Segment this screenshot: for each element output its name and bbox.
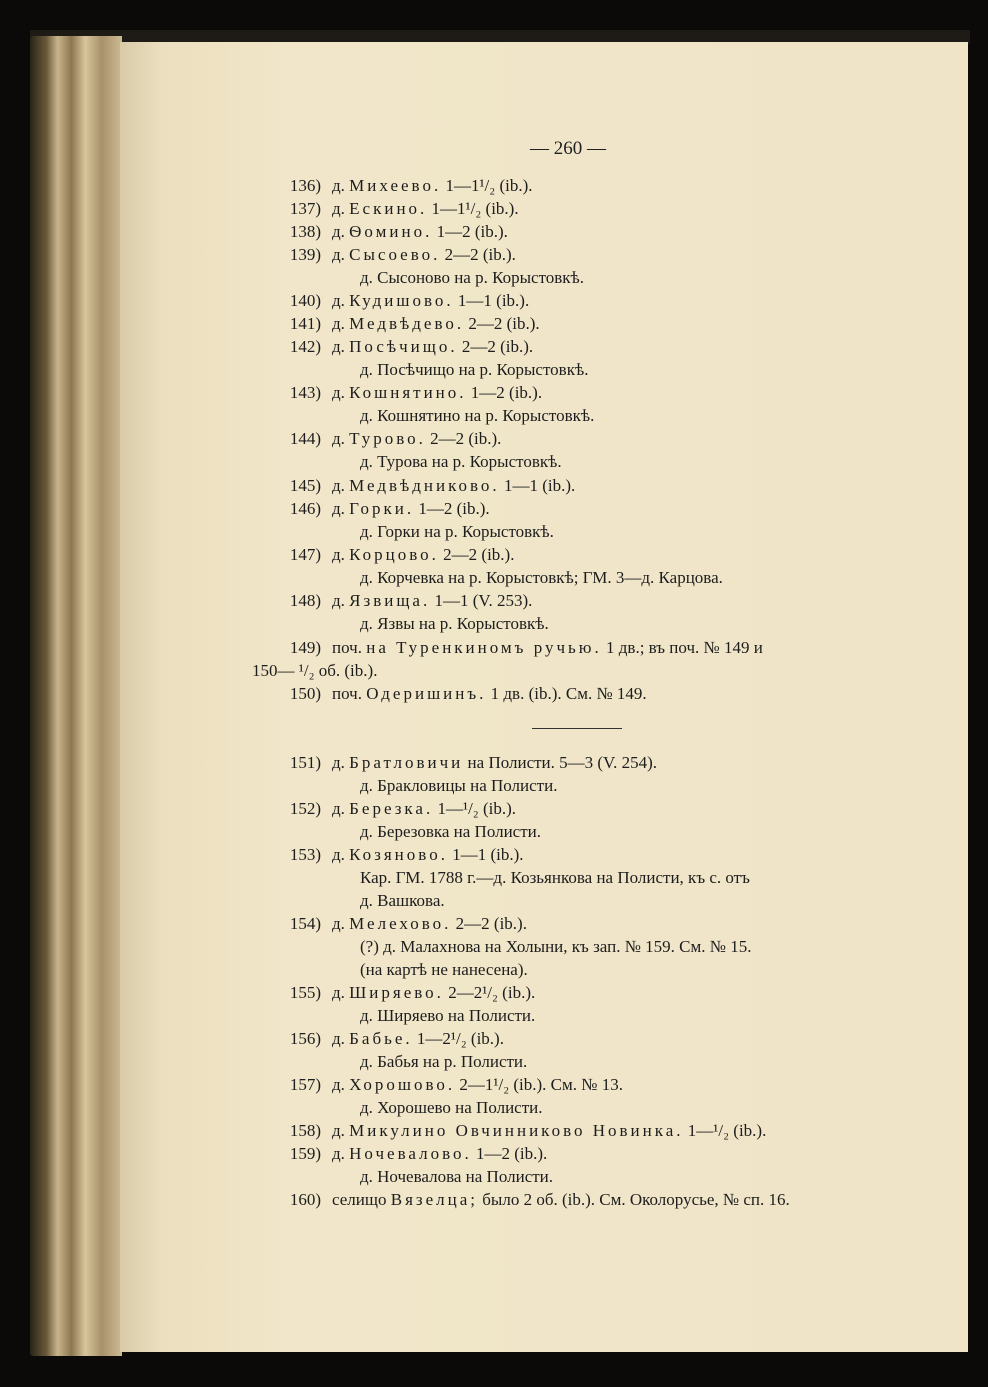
place-name: Медвѣдево.	[349, 314, 465, 333]
entry-text	[332, 981, 535, 1004]
entry-line	[0, 636, 988, 659]
entry-line	[0, 589, 988, 612]
entry-prefix: д.	[332, 1144, 350, 1163]
entry-note: д. Язвы на р. Корыстовкѣ.	[360, 614, 549, 633]
place-name: Мелехово.	[349, 914, 452, 933]
entry-text	[332, 220, 508, 243]
entry-number: 150)	[289, 684, 321, 703]
entry-line	[0, 1027, 988, 1050]
entry-details: 2—2¹/₂ (ib.).	[443, 983, 536, 1002]
entry-text	[332, 174, 533, 197]
entry-note: д. Бабья на р. Полисти.	[360, 1052, 528, 1071]
entry-line	[0, 612, 988, 635]
entry-line	[0, 1119, 988, 1142]
entry-details: 1—1 (ib.).	[499, 476, 576, 495]
entry-line	[0, 751, 988, 774]
entry-prefix: д.	[332, 429, 350, 448]
entry-line	[0, 266, 988, 289]
entry-prefix: д.	[332, 983, 350, 1002]
entry-prefix: д.	[332, 499, 350, 518]
place-name: Кошнятино.	[349, 383, 467, 402]
entry-line	[0, 866, 988, 889]
entry-line	[0, 335, 988, 358]
entry-line	[0, 659, 988, 682]
entry-line	[0, 843, 988, 866]
entry-line	[0, 820, 988, 843]
entry-text	[332, 381, 542, 404]
entry-note: д. Горки на р. Корыстовкѣ.	[360, 522, 554, 541]
entry-line	[0, 566, 988, 589]
place-name: Кудишово.	[349, 291, 454, 310]
entry-note: д. Сысоново на р. Корыстовкѣ.	[360, 268, 585, 287]
place-name: на Туренкиномъ ручью.	[366, 638, 602, 657]
entry-text	[332, 751, 657, 774]
entry-line	[0, 474, 988, 497]
entry-line	[0, 797, 988, 820]
entry-line	[0, 912, 988, 935]
entry-prefix: д.	[332, 845, 350, 864]
place-name: Ширяево.	[349, 983, 444, 1002]
entry-number: 157)	[289, 1075, 321, 1094]
entry-number: 142)	[289, 337, 321, 356]
entry-details: на Полисти. 5—3 (V. 254).	[463, 753, 658, 772]
entry-note: д. Ширяево на Полисти.	[360, 1006, 536, 1025]
entry-details: 1 дв.; въ поч. № 149 и	[601, 638, 763, 657]
place-name: Хорошово.	[349, 1075, 456, 1094]
entry-number: 136)	[289, 176, 321, 195]
entry-line	[0, 358, 988, 381]
entry-text	[332, 197, 519, 220]
entry-continuation: 150— ¹/₂ об. (ib.).	[252, 661, 378, 680]
entry-number: 159)	[289, 1144, 321, 1163]
place-name: Сысоево.	[349, 245, 441, 264]
entry-number: 151)	[289, 753, 321, 772]
entry-text	[332, 589, 532, 612]
entry-prefix: д.	[332, 337, 350, 356]
entry-note: (?) д. Малахнова на Холыни, къ зап. № 159. См. № 15.	[360, 937, 752, 956]
entry-number: 141)	[289, 314, 321, 333]
entry-prefix: д.	[332, 1075, 350, 1094]
entry-text	[332, 682, 647, 705]
entry-note: д. Корчевка на р. Корыстовкѣ; ГМ. 3—д. Карцова.	[360, 568, 723, 587]
place-name: Турово.	[349, 429, 426, 448]
entry-line	[0, 427, 988, 450]
entry-text	[332, 1119, 766, 1142]
entry-details: 1—1¹/₂ (ib.).	[427, 199, 519, 218]
entry-note: д. Бракловицы на Полисти.	[360, 776, 558, 795]
entry-number: 156)	[289, 1029, 321, 1048]
entry-details: 1—2 (ib.).	[471, 1144, 548, 1163]
entry-line	[0, 450, 988, 473]
entry-details: 2—1¹/₂ (ib.). См. № 13.	[455, 1075, 623, 1094]
entry-details: 1—1¹/₂ (ib.).	[441, 176, 533, 195]
entry-line	[0, 497, 988, 520]
entry-line	[0, 520, 988, 543]
place-name: Одеришинъ.	[366, 684, 487, 703]
entry-line	[0, 197, 988, 220]
entry-text	[332, 312, 540, 335]
entry-number: 138)	[289, 222, 321, 241]
place-name: Ночевалово.	[349, 1144, 472, 1163]
entry-number: 147)	[289, 545, 321, 564]
place-name: Ескино.	[349, 199, 428, 218]
entry-number: 144)	[289, 429, 321, 448]
entry-number: 154)	[289, 914, 321, 933]
entry-details: 1—2¹/₂ (ib.).	[412, 1029, 504, 1048]
place-name: Посѣчищо.	[349, 337, 458, 356]
entry-details: 1—¹/₂ (ib.).	[683, 1121, 767, 1140]
place-name: Корцово.	[349, 545, 439, 564]
entry-line	[0, 243, 988, 266]
entry-details: 2—2 (ib.).	[425, 429, 502, 448]
entry-details: 1 дв. (ib.). См. № 149.	[486, 684, 647, 703]
entry-details: 1—¹/₂ (ib.).	[433, 799, 517, 818]
entry-prefix: д.	[332, 545, 350, 564]
entry-prefix: д.	[332, 222, 350, 241]
place-name: Бабье.	[349, 1029, 413, 1048]
entry-prefix: д.	[332, 753, 350, 772]
entry-text	[332, 797, 516, 820]
entry-line	[0, 289, 988, 312]
entry-line	[0, 1050, 988, 1073]
entry-prefix: д.	[332, 383, 350, 402]
entry-number: 153)	[289, 845, 321, 864]
entry-line	[0, 958, 988, 981]
entry-line	[0, 1096, 988, 1119]
entry-number: 139)	[289, 245, 321, 264]
entry-details: 2—2 (ib.).	[451, 914, 527, 933]
entry-number: 146)	[289, 499, 321, 518]
entry-prefix: д.	[332, 1121, 350, 1140]
entry-line	[0, 1188, 988, 1211]
entry-note: д. Березовка на Полисти.	[360, 822, 541, 841]
entry-line	[0, 774, 988, 797]
entry-text	[332, 1142, 547, 1165]
entry-text	[332, 912, 527, 935]
entry-line	[0, 935, 988, 958]
entry-note: д. Турова на р. Корыстовкѣ.	[360, 452, 562, 471]
entry-number: 158)	[289, 1121, 321, 1140]
entry-text	[332, 1073, 623, 1096]
entry-line	[0, 981, 988, 1004]
entry-prefix: поч.	[332, 684, 367, 703]
entry-prefix: д.	[332, 914, 350, 933]
entry-details: 2—2 (ib.).	[457, 337, 534, 356]
entry-line	[0, 220, 988, 243]
place-name: Микулино Овчинниково Новинка.	[349, 1121, 684, 1140]
entry-details: 2—2 (ib.).	[440, 245, 516, 264]
entry-note: д. Вашкова.	[360, 891, 445, 910]
entry-prefix: поч.	[332, 638, 367, 657]
section-divider	[532, 728, 622, 729]
entry-note: д. Посѣчищо на р. Корыстовкѣ.	[360, 360, 589, 379]
place-name: Михеево.	[349, 176, 442, 195]
entry-details: 1—2 (ib.).	[432, 222, 508, 241]
entry-details: 1—1 (ib.).	[453, 291, 530, 310]
entry-text	[332, 335, 533, 358]
entry-prefix: д.	[332, 245, 350, 264]
place-name: Козяново.	[349, 845, 448, 864]
entry-note: Кар. ГМ. 1788 г.—д. Козьянкова на Полисти, къ с. отъ	[360, 868, 750, 887]
entry-line	[0, 1004, 988, 1027]
place-name: Медвѣдниково.	[349, 476, 500, 495]
place-name: Березка.	[349, 799, 434, 818]
place-name: Ѳомино.	[349, 222, 433, 241]
entry-number: 148)	[289, 591, 321, 610]
entry-number: 145)	[289, 476, 321, 495]
entry-text	[332, 474, 575, 497]
entry-number: 149)	[289, 638, 321, 657]
entry-prefix: д.	[332, 799, 350, 818]
entry-line	[0, 1142, 988, 1165]
entry-note: д. Хорошево на Полисти.	[360, 1098, 543, 1117]
entry-details: было 2 об. (ib.). См. Околорусье, № сп. 16.	[478, 1190, 790, 1209]
place-name: Язвища.	[349, 591, 431, 610]
entry-text	[332, 1188, 790, 1211]
entry-note: д. Кошнятино на р. Корыстовкѣ.	[360, 406, 595, 425]
entry-number: 160)	[289, 1190, 321, 1209]
entry-note: д. Ночевалова на Полисти.	[360, 1167, 554, 1186]
entry-text	[332, 1027, 504, 1050]
entry-line	[0, 381, 988, 404]
entry-text	[332, 243, 516, 266]
place-name: Братловичи	[349, 753, 464, 772]
entry-line	[0, 1165, 988, 1188]
entry-prefix: д.	[332, 291, 350, 310]
entry-number: 140)	[289, 291, 321, 310]
entry-text	[332, 497, 490, 520]
entry-text	[332, 843, 524, 866]
entry-prefix: селищо	[332, 1190, 391, 1209]
entry-details: 1—1 (ib.).	[447, 845, 524, 864]
place-name: Вязелца;	[390, 1190, 479, 1209]
entry-text	[332, 289, 529, 312]
entry-details: 1—2 (ib.).	[414, 499, 490, 518]
entry-text	[332, 636, 763, 659]
entry-prefix: д.	[332, 591, 350, 610]
entry-number: 155)	[289, 983, 321, 1002]
entry-text	[332, 427, 501, 450]
entry-line	[0, 404, 988, 427]
entry-line	[0, 1073, 988, 1096]
place-name: Горки.	[349, 499, 415, 518]
entry-number: 143)	[289, 383, 321, 402]
entry-prefix: д.	[332, 176, 350, 195]
entry-line	[0, 682, 988, 705]
entry-number: 152)	[289, 799, 321, 818]
entry-details: 2—2 (ib.).	[464, 314, 540, 333]
entry-prefix: д.	[332, 476, 350, 495]
entry-details: 1—2 (ib.).	[466, 383, 543, 402]
entry-prefix: д.	[332, 1029, 350, 1048]
entry-line	[0, 543, 988, 566]
entry-line	[0, 312, 988, 335]
entry-details: 1—1 (V. 253).	[430, 591, 533, 610]
entry-note: (на картѣ не нанесена).	[360, 960, 528, 979]
entry-text	[332, 543, 514, 566]
entry-details: 2—2 (ib.).	[438, 545, 515, 564]
entry-prefix: д.	[332, 199, 350, 218]
entry-number: 137)	[289, 199, 321, 218]
entry-line	[0, 889, 988, 912]
entry-line	[0, 174, 988, 197]
entry-prefix: д.	[332, 314, 350, 333]
page-number: — 260 —	[530, 138, 606, 159]
